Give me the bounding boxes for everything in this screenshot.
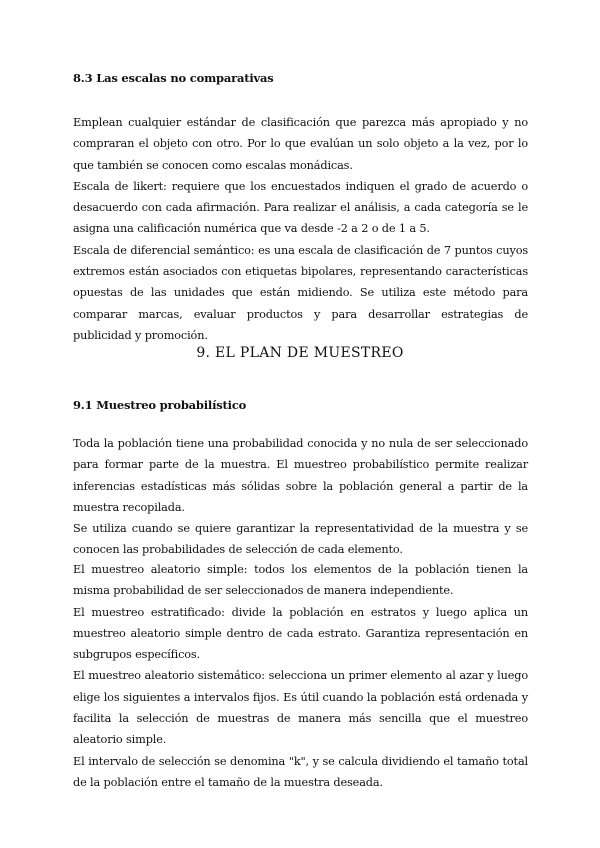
section-9-1-types <box>73 559 528 793</box>
paragraph-semantic-differential: Escala de diferencial semántico: es una escala de clasificación de 7 puntos cuyos extremos están asociados con etiquetas bipolares, representando características opuestas de las unidades que están midiendo. Se utiliza este método para comparar marcas, evaluar productos y para desarrollar estrategias de publicidad y promoción. <box>73 243 528 342</box>
section-9-1-intro <box>73 433 528 561</box>
paragraph-likert-scale: Escala de likert: requiere que los encuestados indiquen el grado de acuerdo o desacuerdo con cada afirmación. Para realizar el análisis, a cada categoría se le asigna una calificación numérica que va desde -2 a 2 o de 1 a 5. <box>73 179 528 236</box>
section-8-3-body <box>73 112 528 346</box>
paragraph-simple-random-sampling: El muestreo aleatorio simple: todos los elementos de la población tienen la misma probabilidad de ser seleccionados de manera independiente. <box>73 563 528 598</box>
section-9-title: 9. EL PLAN DE MUESTREO <box>196 345 404 361</box>
paragraph-probabilistic-usage: Se utiliza cuando se quiere garantizar la representatividad de la muestra y se conocen las probabilidades de selección de cada elemento. <box>73 522 528 557</box>
paragraph-systematic-sampling: El muestreo aleatorio sistemático: selecciona un primer elemento al azar y luego elige los siguientes a intervalos fijos. Es útil cuando la población está ordenada y facilita la selección de muestras de manera más sencilla que el muestreo aleatorio simple. <box>73 669 528 747</box>
paragraph-probabilistic-definition: Toda la población tiene una probabilidad conocida y no nula de ser seleccionado para formar parte de la muestra. El muestreo probabilístico permite realizar inferencias estadísticas más sólidas sobre la población general a partir de la muestra recopilada. <box>73 437 528 514</box>
paragraph-selection-interval: El intervalo de selección se denomina "k", y se calcula dividiendo el tamaño total de la población entre el tamaño de la muestra deseada. <box>73 754 528 789</box>
section-9-1-heading: 9.1 Muestreo probabilístico <box>73 398 247 412</box>
paragraph-non-comparative-intro: Emplean cualquier estándar de clasificación que parezca más apropiado y no compraran el objeto con otro. Por lo que evalúan un solo objeto a la vez, por lo que también se conocen como escalas monádicas. <box>73 116 528 172</box>
section-8-3-heading: 8.3 Las escalas no comparativas <box>73 71 274 85</box>
paragraph-stratified-sampling: El muestreo estratificado: divide la población en estratos y luego aplica un muestreo aleatorio simple dentro de cada estrato. Garantiza representación en subgrupos específicos. <box>73 605 528 662</box>
